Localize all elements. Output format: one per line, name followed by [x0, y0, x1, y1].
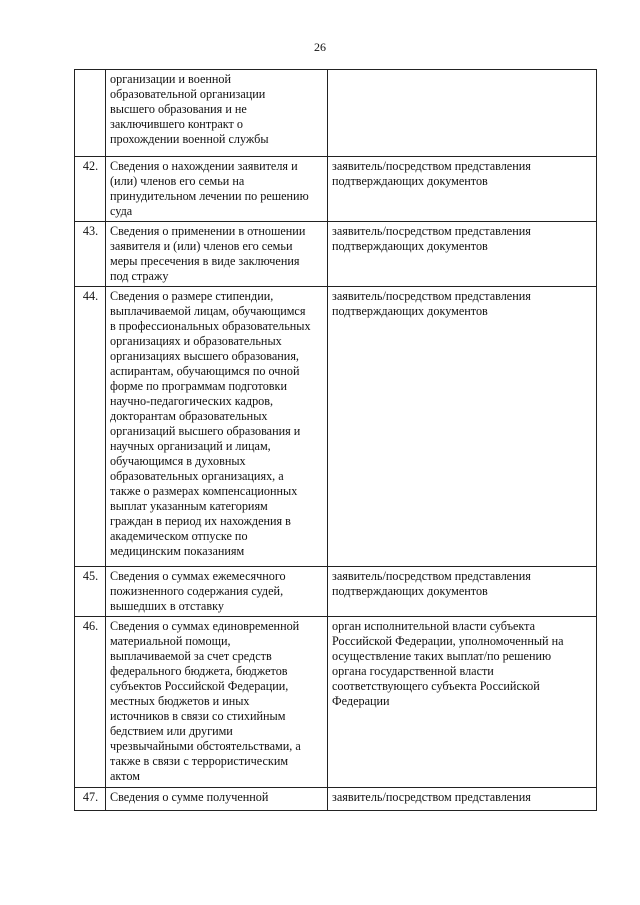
row-description: организации и военной образовательной организации высшего образования и не заключившего контракт о прохождении военной службы: [106, 70, 328, 157]
row-description: Сведения о применении в отношении заявителя и (или) членов его семьи меры пресечения в виде заключения под стражу: [106, 222, 328, 287]
table-row: [75, 617, 597, 788]
page-number: 26: [314, 40, 326, 54]
row-number: 43.: [75, 222, 106, 287]
row-source: заявитель/посредством представления подтверждающих документов: [328, 157, 597, 222]
row-description: Сведения о размере стипендии, выплачиваемой лицам, обучающимся в профессиональных образовательных организациях и образовательных организациях высшего образования, аспирантам, обучающимся по очной форме по программам подготовки научно-педагогических кадров, докторантам образовательных организаций высшего образования и научных организаций и лицам, обучающимся в духовных образовательных организациях, а также о размерах компенсационных выплат указанным категориям граждан в период их нахождения в академическом отпуске по медицинским показаниям: [106, 287, 328, 567]
row-description: Сведения о нахождении заявителя и (или) членов его семьи на принудительном лечении по решению суда: [106, 157, 328, 222]
row-number: [75, 70, 106, 157]
table-row: [75, 70, 597, 157]
table-row: [75, 222, 597, 287]
row-description: Сведения о сумме полученной: [106, 788, 328, 811]
row-description: Сведения о суммах ежемесячного пожизненного содержания судей, вышедших в отставку: [106, 567, 328, 617]
row-source: орган исполнительной власти субъекта Российской Федерации, уполномоченный на осуществление таких выплат/по решению органа государственной власти соответствующего субъекта Российской Федерации: [328, 617, 597, 788]
row-number: 42.: [75, 157, 106, 222]
row-number: 47.: [75, 788, 106, 811]
table-row: [75, 157, 597, 222]
row-source: заявитель/посредством представления подтверждающих документов: [328, 287, 597, 567]
row-number: 46.: [75, 617, 106, 788]
row-source: заявитель/посредством представления подтверждающих документов: [328, 222, 597, 287]
documents-table: [74, 69, 597, 811]
row-description: Сведения о суммах единовременной материальной помощи, выплачиваемой за счет средств федерального бюджета, бюджетов субъектов Российской Федерации, местных бюджетов и иных источников в связи со стихийным бедствием или другими чрезвычайными обстоятельствами, а также в связи с террористическим актом: [106, 617, 328, 788]
row-source: [328, 70, 597, 157]
table-row: [75, 287, 597, 567]
row-number: 44.: [75, 287, 106, 567]
table-row: [75, 567, 597, 617]
row-number: 45.: [75, 567, 106, 617]
row-source: заявитель/посредством представления: [328, 788, 597, 811]
row-source: заявитель/посредством представления подтверждающих документов: [328, 567, 597, 617]
table-row: [75, 788, 597, 811]
